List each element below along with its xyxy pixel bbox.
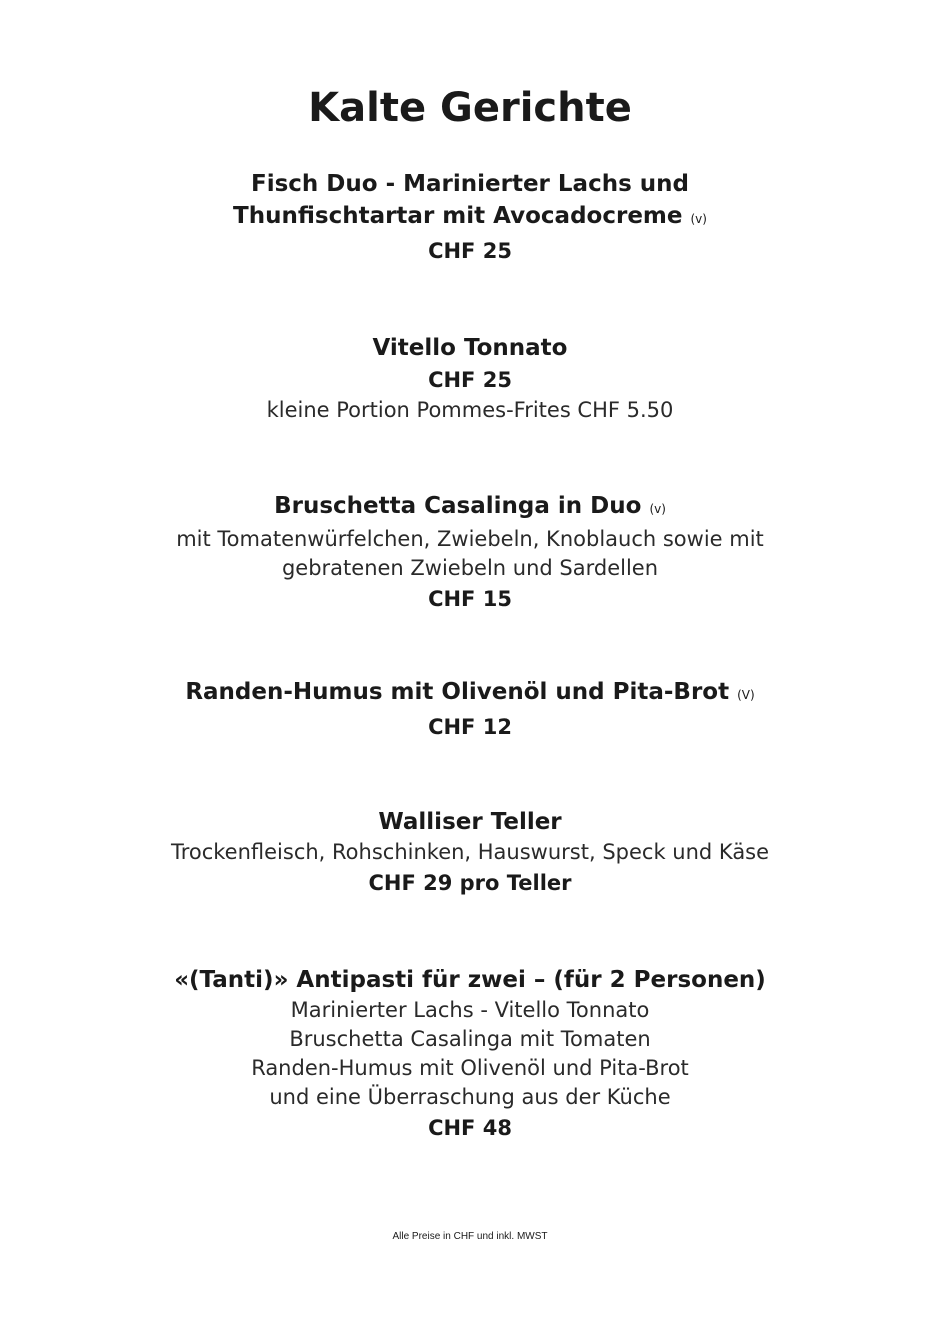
dish-name: [0, 676, 940, 711]
vegetarian-tag: (v): [649, 502, 666, 516]
dish-description: gebratenen Zwiebeln und Sardellen: [281, 556, 659, 580]
dish-price: CHF 25: [428, 239, 512, 263]
dish-price: CHF 48: [428, 1116, 512, 1140]
dish-name: «(Tanti)» Antipasti für zwei – (für 2 Personen): [174, 967, 766, 993]
dish-name-line: Fisch Duo - Marinierter Lachs und: [251, 171, 689, 197]
dish-description: Bruschetta Casalinga mit Tomaten: [289, 1027, 651, 1051]
menu-item-walliser-teller: [0, 806, 940, 899]
menu-item-fisch-duo: [0, 168, 940, 267]
vegetarian-tag: (v): [690, 212, 707, 226]
dish-name: Vitello Tonnato: [372, 335, 568, 361]
dish-description: kleine Portion Pommes-Frites CHF 5.50: [266, 398, 674, 422]
menu-item-antipasti: [0, 964, 940, 1144]
dish-price: CHF 12: [428, 715, 512, 739]
vegetarian-tag: (V): [737, 688, 755, 702]
menu-item-bruschetta: [0, 490, 940, 615]
dish-name: [0, 168, 940, 200]
menu-item-randen-humus: [0, 676, 940, 743]
dish-name-line: Thunfischtartar mit Avocadocreme: [233, 203, 683, 229]
dish-name: [0, 200, 940, 235]
dish-description: Marinierter Lachs - Vitello Tonnato: [290, 998, 650, 1022]
dish-price: CHF 15: [428, 587, 512, 611]
dish-description: Randen-Humus mit Olivenöl und Pita-Brot: [251, 1056, 689, 1080]
dish-name: [0, 490, 940, 525]
dish-description: mit Tomatenwürfelchen, Zwiebeln, Knoblauch sowie mit: [176, 527, 764, 551]
dish-name-text: Randen-Humus mit Olivenöl und Pita-Brot: [185, 679, 730, 705]
page-title: Kalte Gerichte: [308, 85, 632, 131]
menu-item-vitello-tonnato: [0, 332, 940, 425]
dish-name-text: Bruschetta Casalinga in Duo: [274, 493, 642, 519]
dish-name: Walliser Teller: [378, 809, 562, 835]
dish-price: CHF 25: [428, 368, 512, 392]
price-footnote: Alle Preise in CHF und inkl. MWST: [392, 1231, 548, 1242]
dish-description: Trockenfleisch, Rohschinken, Hauswurst, Speck und Käse: [170, 840, 770, 864]
dish-price: CHF 29 pro Teller: [368, 871, 572, 895]
dish-description: und eine Überraschung aus der Küche: [269, 1085, 671, 1109]
